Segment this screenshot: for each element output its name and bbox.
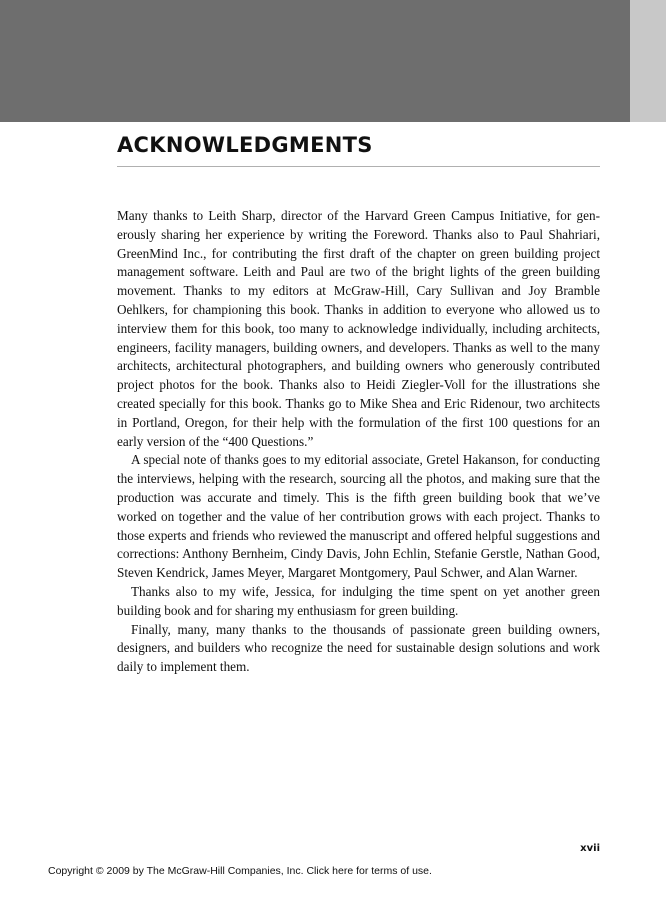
acknowledgments-body <box>117 207 600 677</box>
copyright-footer-link[interactable]: Copyright © 2009 by The McGraw-Hill Companies, Inc. Click here for terms of use. <box>48 865 432 877</box>
paragraph-4: Finally, many, many thanks to the thousands of passionate green building owners, designers, and builders who recognize the need for sustainable design solutions and work daily to implement them. <box>117 621 600 675</box>
title-divider <box>117 166 600 167</box>
paragraph-3: Thanks also to my wife, Jessica, for indulging the time spent on yet another green building book and for sharing my enthusiasm for green building. <box>117 583 600 618</box>
page-edge-tab <box>630 0 666 122</box>
chapter-header-band <box>0 0 630 122</box>
paragraph-1: Many thanks to Leith Sharp, director of the Harvard Green Campus Initiative, for generously sharing her experience by writing the Foreword. Thanks also to Paul Shahriari, GreenMind Inc., for contributing the first draft of the chapter on green building project management software. Leith and Paul are two of the bright lights of the green building movement. Thanks to my editors at McGraw-Hill, Cary Sullivan and Joy Bramble Oehlkers, for championing this book. Thanks in addition to everyone who allowed us to interview them for this book, too many to acknowledge individually, including architects, engineers, facility managers, building owners, and developers. Thanks as well to the many architects, architectural photographers, and building owners who generously contributed project photos for the book. Thanks also to Heidi Ziegler-Voll for the illustrations she created specially for this book. Thanks go to Mike Shea and Eric Ridenour, two architects in Portland, Oregon, for their help with the formulation of the first 100 questions for an early version of the “400 Questions.” <box>117 208 600 449</box>
paragraph-2: A special note of thanks goes to my editorial associate, Gretel Hakanson, for conducting the interviews, helping with the research, sourcing all the photos, and making sure that the production was accurate and timely. This is the fifth green building book that we’ve worked on together and the value of her contribution grows with each project. Thanks to those experts and friends who reviewed the manuscript and offered helpful suggestions and corrections: Anthony Bernheim, Cindy Davis, John Echlin, Stefanie Gerstle, Nathan Good, Steven Kendrick, James Meyer, Margaret Montgomery, Paul Schwer, and Alan Warner. <box>117 452 600 581</box>
chapter-title: ACKNOWLEDGMENTS <box>117 133 373 157</box>
page-number: xvii <box>580 843 600 854</box>
